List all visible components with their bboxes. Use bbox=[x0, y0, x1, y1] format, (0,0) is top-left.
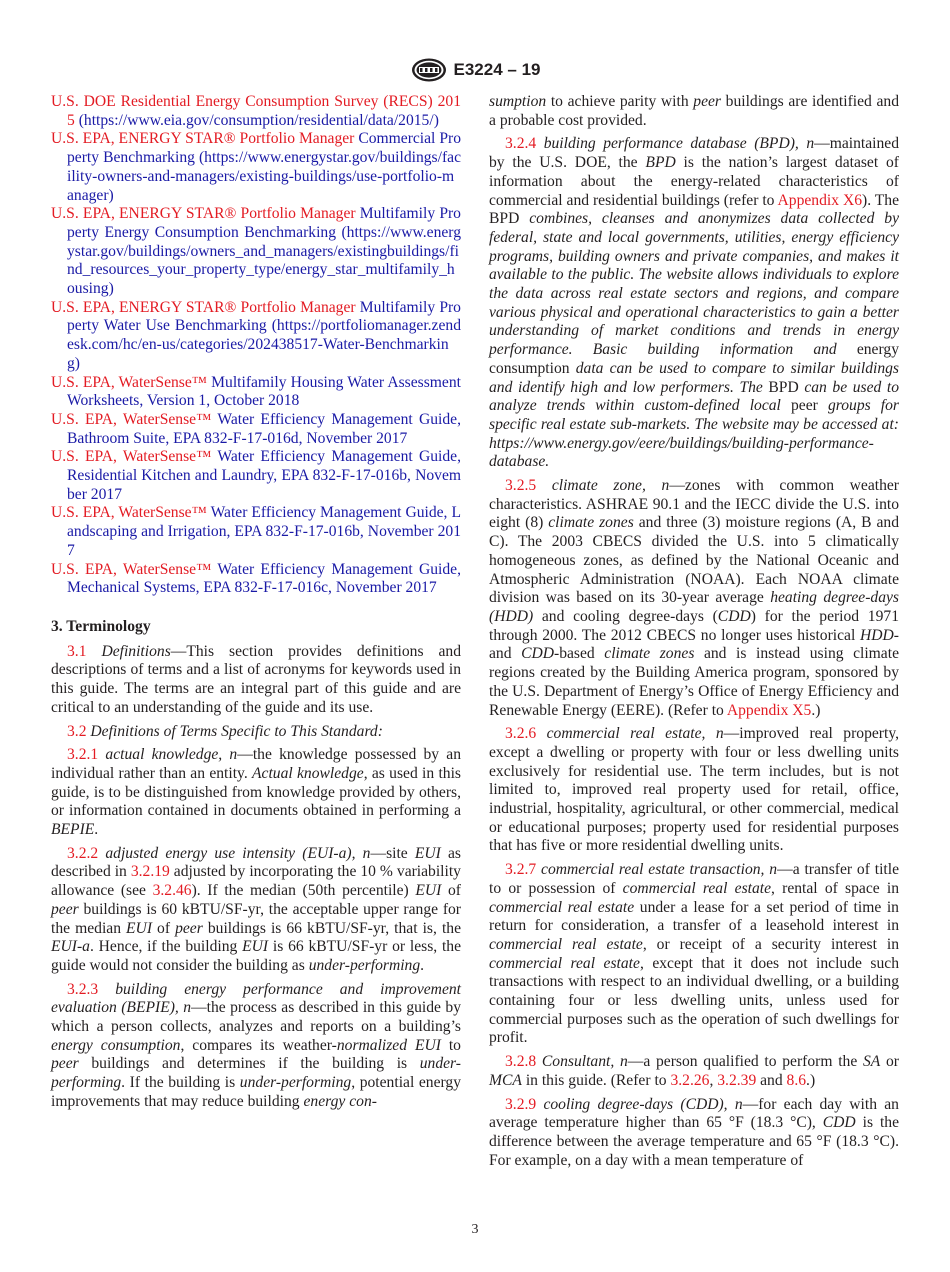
text-run: of bbox=[441, 882, 461, 900]
text-run: in this guide. (Refer to bbox=[521, 1071, 671, 1089]
para-3-2-1 bbox=[51, 746, 461, 840]
text-run: , compares its weather- bbox=[180, 1036, 337, 1054]
reference-title[interactable]: Multifamily Property Energy Consumption Benchmarking (https://www.energystar.gov/buildings/owners_and_managers/existingbuildings/find_resources_your_property_type/energy_star_multifamily_housing) bbox=[67, 205, 461, 298]
italic-term: groups for specific real estate sub-markets. The website may be accessed at: https://www.energy.gov/eere/buildings/building-performance-database. bbox=[489, 397, 899, 471]
text-run: is the difference between the average temperature and 65 °F (18.3 °C). For example, on a day with a mean temperature of bbox=[489, 1114, 900, 1169]
text-run: as described in bbox=[51, 844, 461, 881]
italic-term: can be used to analyze trends within custom-defined local bbox=[489, 378, 899, 415]
italic-term: BEPIE bbox=[51, 821, 95, 839]
text-run: and bbox=[756, 1071, 787, 1089]
reference-item bbox=[51, 411, 461, 448]
section-heading: 3. Terminology bbox=[51, 617, 151, 635]
text-run: —the knowledge possessed by an individual rather than an entity. bbox=[51, 746, 462, 782]
text-run: (see bbox=[114, 882, 153, 900]
text-run: and is instead using climate regions created by the Building America program, sponsored by the U.S. Department of Energy’s Office of Energy Efficiency and Renewable Energy (EERE). (Refer to bbox=[489, 645, 899, 719]
reference-source: U.S. EPA, WaterSense™ bbox=[51, 504, 211, 522]
reference-title[interactable]: Commercial Property Benchmarking (https://www.energystar.gov/buildings/facility-owners-and-managers/existing-buildings/use-portfolio-manager) bbox=[67, 130, 461, 204]
para-3-2-4 bbox=[489, 135, 899, 472]
italic-term: commercial real estate, n bbox=[546, 725, 724, 743]
reference-title[interactable]: (https://www.eia.gov/consumption/residential/data/2015/) bbox=[78, 111, 439, 129]
reference-title[interactable]: Water Efficiency Management Guide, Residential Kitchen and Laundry, EPA 832-F-17-016b, November 2017 bbox=[67, 448, 461, 503]
italic-term: commercial real estate transaction, n bbox=[541, 861, 778, 879]
reference-title[interactable]: Water Efficiency Management Guide, Mechanical Systems, EPA 832-F-17-016c, November 2017 bbox=[67, 560, 461, 597]
reference-source: U.S. EPA, ENERGY STAR® Portfolio Manager bbox=[51, 130, 359, 148]
text-run: -based bbox=[554, 645, 605, 663]
italic-term: peer bbox=[51, 900, 79, 918]
para-3-2-3 bbox=[51, 981, 461, 1112]
reference-item bbox=[51, 93, 461, 130]
reference-source: U.S. EPA, WaterSense™ bbox=[51, 410, 218, 428]
text-run: energy consumption bbox=[489, 341, 899, 377]
italic-term: commercial real estate bbox=[489, 935, 643, 953]
text-run: —the process as described in this guide by which a person collects, analyzes and reports on a building’s bbox=[51, 999, 461, 1036]
text-run: —a transfer of title to or possession of bbox=[489, 861, 899, 897]
reference-source: U.S. EPA, ENERGY STAR® Portfolio Manager bbox=[51, 205, 360, 223]
text-run: buildings are identified and a probable cost provided. bbox=[489, 93, 899, 129]
text-run: —maintained by the U.S. DOE, the bbox=[489, 135, 899, 172]
text-run: , except that it does not include such transactions with respect to an individual dwelling, or a building containing four or less dwelling units, unless used for commercial purposes such as the operation of such dwellings for profit. bbox=[489, 954, 899, 1047]
reference-list bbox=[51, 93, 461, 598]
cross-reference-link[interactable]: 3.2.46 bbox=[152, 882, 192, 900]
cross-reference-link[interactable]: 3.2.9 bbox=[505, 1095, 544, 1113]
text-run: ). The bbox=[862, 191, 899, 209]
text-run: to bbox=[440, 1036, 461, 1054]
reference-title[interactable]: Multifamily Property Water Use Benchmarking (https://portfoliomanager.zendesk.com/hc/en-us/categories/202438517-Water-Benchmarking) bbox=[67, 298, 461, 372]
text-run: and three (3) moisture regions (A, B and C). The 2003 CBECS divided the U.S. into 5 climatically homogeneous zones, as defined by the National Oceanic and Atmospheric Administration (NOAA). Each NOAA climate division was based on its 30-year average bbox=[489, 514, 899, 607]
italic-term: Definitions bbox=[101, 642, 171, 660]
cross-reference-link[interactable]: 3.2.8 bbox=[505, 1053, 542, 1071]
reference-item bbox=[51, 205, 461, 299]
text-run: buildings is 60 kBTU/SF-yr, the acceptable upper range for the median bbox=[51, 900, 461, 937]
text-run: - and bbox=[489, 626, 899, 663]
para-3-2 bbox=[51, 723, 461, 742]
page-number: 3 bbox=[471, 1222, 479, 1237]
italic-term: EUI bbox=[242, 938, 269, 956]
text-run: is 66 kBTU/SF-yr or less, the guide would not consider the building as bbox=[51, 938, 461, 974]
para-3-2-2 bbox=[51, 845, 461, 976]
italic-term: energy con- bbox=[303, 1092, 377, 1110]
cross-reference-link[interactable]: 3.2.4 bbox=[505, 135, 544, 153]
text-run: —a person qualified to perform the bbox=[627, 1053, 863, 1071]
italic-term: sumption bbox=[489, 93, 547, 110]
italic-term: CDD bbox=[822, 1114, 856, 1132]
italic-term: CDD bbox=[521, 645, 555, 663]
italic-term: Actual knowledge bbox=[252, 764, 364, 782]
italic-term: CDD bbox=[717, 607, 751, 625]
text-run: .) bbox=[811, 701, 821, 719]
text-run: BPD bbox=[768, 378, 799, 396]
italic-term: under-performing bbox=[308, 956, 421, 974]
text-run: buildings is 66 kBTU/SF-yr, that is, the bbox=[202, 919, 461, 937]
text-run: ) for the period 1971 through 2000. The 2012 CBECS no longer uses historical bbox=[489, 607, 899, 644]
italic-term: under-performing bbox=[51, 1055, 461, 1092]
cross-reference-link[interactable]: 3.2.39 bbox=[717, 1071, 757, 1089]
italic-term: cooling degree-days (CDD), n bbox=[543, 1095, 743, 1113]
reference-item bbox=[51, 561, 461, 598]
cross-reference-link[interactable]: 3.2.26 bbox=[670, 1071, 710, 1089]
cross-reference-link[interactable]: 3.2.2 bbox=[67, 844, 106, 862]
text-run: —zones with common weather characteristics. ASHRAE 90.1 and the IECC divide the U.S. into eight (8) bbox=[489, 477, 899, 532]
cross-reference-link[interactable]: Appendix X5 bbox=[726, 701, 812, 719]
italic-term: peer bbox=[175, 919, 203, 937]
italic-term: EUI bbox=[126, 919, 153, 937]
text-run: . bbox=[94, 821, 99, 839]
cross-reference-link[interactable]: 3.2.3 bbox=[67, 980, 116, 998]
para-3-1 bbox=[51, 643, 461, 718]
italic-term: normalized EUI bbox=[336, 1036, 441, 1054]
cross-reference-link[interactable]: 3.2.1 bbox=[67, 746, 106, 764]
para-3-2-7 bbox=[489, 861, 899, 1048]
text-run: is the nation’s largest dataset of information about the energy-related characteristics of commercial and residential buildings (refer to bbox=[489, 154, 899, 209]
left-column bbox=[51, 93, 461, 1117]
cross-reference-link[interactable]: 3.2.5 bbox=[505, 477, 552, 495]
document-designation: E3224 – 19 bbox=[453, 60, 541, 79]
text-run: , bbox=[709, 1071, 718, 1089]
italic-term: combines, cleanses and anonymizes data collected by federal, state and local governments, utilities, energy efficiency programs, building owners and private companies, and makes it available to the public. The website allows individuals to explore the data across real estate sectors and regions, and compare various physical and operational characteristics to gain a better understanding of market conditions and trends in energy performance. Basic building information and bbox=[489, 210, 899, 359]
reference-title[interactable]: Water Efficiency Management Guide, Landscaping and Irrigation, EPA 832-F-17-016b, November 2017 bbox=[67, 504, 461, 559]
text-run: variability allowance bbox=[51, 863, 461, 900]
italic-term: building energy performance and improvement evaluation (BEPIE), n bbox=[51, 980, 461, 1017]
cross-reference-link[interactable]: 3.2.6 bbox=[505, 725, 547, 743]
italic-term: commercial real estate bbox=[489, 954, 640, 972]
italic-term: climate zones bbox=[604, 645, 695, 663]
astm-logo-icon bbox=[410, 57, 448, 83]
reference-item bbox=[51, 504, 461, 560]
text-run: or bbox=[880, 1053, 899, 1071]
text-run: —improved real property, except a dwelling or property with four or less dwelling units exclusively for residential use. The term includes, but is not limited to, improved real property used for retail, office, industrial, hospitality, agricultural, or other commercial, medical or educational purposes; property used for residential purposes that has five or more residential dwelling units. bbox=[489, 725, 899, 855]
text-run: of bbox=[152, 919, 176, 937]
text-run: . Hence, if the building bbox=[89, 938, 243, 956]
text-run: BPD bbox=[489, 210, 520, 228]
reference-item bbox=[51, 299, 461, 374]
text-run: to achieve parity with bbox=[546, 93, 694, 110]
italic-term: SA bbox=[862, 1053, 881, 1071]
reference-title[interactable]: Multifamily Housing Water Assessment Worksheets, Version 1, October 2018 bbox=[67, 373, 461, 410]
italic-term: building performance database (BPD), n bbox=[543, 135, 815, 153]
cross-reference-link[interactable]: 8.6 bbox=[786, 1071, 807, 1089]
italic-term: Definitions of Terms Specific to This Standard: bbox=[90, 722, 383, 740]
cross-reference-link[interactable]: 3.2.19 bbox=[130, 863, 170, 881]
cross-reference-link[interactable]: Appendix X6 bbox=[777, 191, 863, 209]
para-3-2-8 bbox=[489, 1053, 899, 1090]
italic-term: HDD bbox=[860, 626, 894, 644]
italic-term: adjusted energy use intensity (EUI-a), n bbox=[105, 844, 371, 862]
italic-term: climate zones bbox=[548, 514, 634, 532]
text-run: —This section provides definitions and descriptions of terms and a list of acronyms for keywords used in this guide. The terms are an integral part of this guide and are critical to an understanding of the guide and its use. bbox=[51, 642, 462, 716]
reference-item bbox=[51, 374, 461, 411]
para-3-2-5 bbox=[489, 477, 899, 720]
italic-term: BPD bbox=[645, 154, 676, 172]
para-3-2-9 bbox=[489, 1096, 899, 1171]
italic-term: peer bbox=[51, 1055, 79, 1073]
text-run: adjusted by incorporating the 10 % bbox=[169, 863, 397, 881]
cross-reference-link[interactable]: 3.2.7 bbox=[505, 861, 542, 879]
italic-term: climate zone, n bbox=[551, 477, 670, 495]
reference-source: U.S. EPA, WaterSense™ bbox=[51, 448, 218, 466]
text-run: under a lease for a set period of time in return for consideration, a transfer of a leasehold interest in bbox=[489, 898, 899, 935]
text-run: , as used in this guide, is to be distinguished from knowledge provided by others, or information contained in documents obtained in performing a bbox=[51, 764, 461, 820]
reference-source: U.S. EPA, WaterSense™ bbox=[51, 560, 218, 578]
text-run: and cooling degree-days ( bbox=[533, 607, 718, 625]
text-run: peer bbox=[791, 397, 818, 415]
italic-term: peer bbox=[693, 93, 722, 110]
text-run: buildings and determines if the building is bbox=[78, 1055, 420, 1073]
text-run: ). If the median (50th percentile) bbox=[191, 882, 416, 900]
italic-term: actual knowledge, n bbox=[105, 746, 238, 764]
italic-term: EUI bbox=[414, 844, 441, 862]
reference-item bbox=[51, 130, 461, 205]
right-column bbox=[489, 93, 899, 1175]
italic-term: heating degree-days (HDD) bbox=[489, 589, 899, 625]
text-run: , potential energy improvements that may reduce building bbox=[51, 1074, 461, 1110]
text-run: , rental of space in bbox=[771, 879, 899, 897]
italic-term: data can be used to compare to similar buildings and identify high and low performers. The bbox=[489, 359, 899, 396]
italic-term: EUI bbox=[415, 882, 442, 900]
text-run: —for each day with an average temperature higher than 65 °F (18.3 °C), bbox=[489, 1095, 899, 1132]
para-3-2-6 bbox=[489, 725, 899, 856]
italic-term: EUI-a bbox=[51, 938, 90, 956]
reference-title[interactable]: Water Efficiency Management Guide, Bathroom Suite, EPA 832-F-17-016d, November 2017 bbox=[67, 410, 461, 447]
text-run: .) bbox=[806, 1071, 816, 1089]
para-continuation bbox=[489, 93, 899, 130]
text-run: , or receipt of a security interest in bbox=[642, 935, 899, 953]
page-header bbox=[0, 56, 950, 84]
text-run: . bbox=[420, 956, 425, 974]
reference-source: U.S. EPA, WaterSense™ bbox=[51, 373, 212, 391]
italic-term: energy consumption bbox=[51, 1036, 181, 1054]
italic-term: under-performing bbox=[239, 1074, 352, 1092]
italic-term: MCA bbox=[489, 1071, 522, 1089]
italic-term: Consultant, n bbox=[541, 1053, 628, 1071]
reference-source: U.S. DOE Residential Energy Consumption Survey (RECS) 2015 bbox=[51, 93, 461, 129]
cross-reference-link[interactable]: 3.1 bbox=[67, 642, 102, 660]
italic-term: commercial real estate bbox=[489, 898, 635, 916]
text-run: . If the building is bbox=[121, 1074, 240, 1092]
text-run: —site bbox=[370, 844, 415, 862]
cross-reference-link[interactable]: 3.2 bbox=[67, 722, 91, 740]
reference-item bbox=[51, 448, 461, 504]
italic-term: commercial real estate bbox=[622, 879, 772, 897]
reference-source: U.S. EPA, ENERGY STAR® Portfolio Manager bbox=[51, 298, 360, 316]
